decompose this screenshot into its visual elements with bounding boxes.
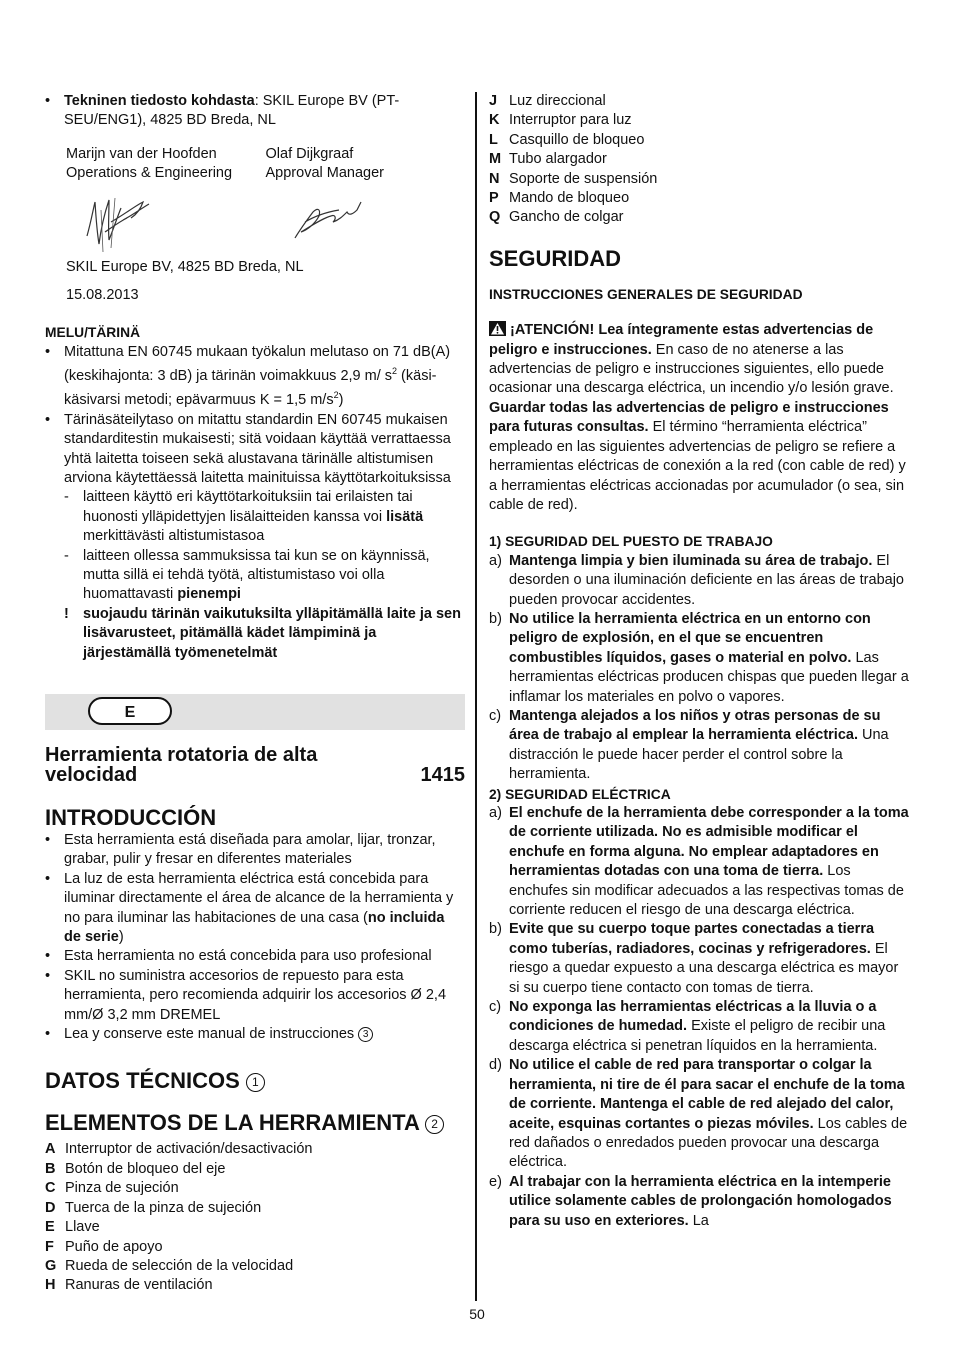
safety-item-marker: b): [489, 921, 502, 938]
workplace-safety-list: [489, 552, 911, 785]
element-label: Interruptor para luz: [509, 112, 632, 129]
melu-bullet-1-text-c: ): [338, 392, 344, 409]
column-divider: [475, 92, 477, 1301]
element-label: Botón de bloqueo del eje: [65, 1160, 226, 1177]
element-letter: H: [45, 1277, 56, 1294]
safety-item: [489, 707, 911, 785]
safety-item-bold: No utilice la herramienta eléctrica en un entorno con peligro de explosión, en el que se encuentren combustibles líquidos, gases o material en polvo.: [509, 610, 871, 666]
element-list-item: [489, 111, 911, 130]
element-list-item: [489, 92, 911, 111]
safety-item: [489, 1173, 911, 1231]
intro-bullet-5-text: Lea y conserve este manual de instrucciones: [64, 1026, 355, 1043]
signatory-1-name: Marijn van der Hoofden: [66, 145, 217, 162]
intro-heading: INTRODUCCIÓN: [45, 805, 217, 830]
element-list-item: [45, 1199, 465, 1218]
safety-item: [489, 1056, 911, 1172]
element-label: Interruptor de activación/desactivación: [65, 1141, 313, 1158]
elements-list-left: [45, 1140, 465, 1295]
element-list-item: [489, 170, 911, 189]
signature-2-image: [291, 198, 367, 244]
elements-heading-text: ELEMENTOS DE LA HERRAMIENTA: [45, 1110, 420, 1136]
warning-bold-2: Guardar todas las advertencias de peligro e instrucciones para futuras consultas.: [489, 399, 889, 436]
element-list-item: [489, 208, 911, 227]
general-safety-heading: INSTRUCCIONES GENERALES DE SEGURIDAD: [489, 286, 803, 302]
electrical-safety-list: [489, 804, 911, 1231]
safety-item-marker: c): [489, 999, 502, 1016]
melu-bullet-1: [45, 343, 465, 411]
signature-1-image: [81, 192, 161, 254]
melu-sub-3: ! suojaudu tärinän vaikutuksilta ylläpitämällä laite ja sen lisävarusteet, pitämällä kädet lämpiminä ja järjestämällä työmenetelmät: [64, 605, 461, 661]
element-label: Ranuras de ventilación: [65, 1277, 213, 1294]
safety-item: [489, 804, 911, 920]
safety-item-bold: El enchufe de la herramienta debe corresponder a la toma de corriente utilizada. No es admisible modificar el enchufe en forma alguna. No emplear adaptadores en herramientas dotadas con una toma de tierra.: [509, 805, 909, 880]
warning-paragraph: [489, 321, 911, 515]
safety-item-marker: c): [489, 707, 502, 724]
intro-bullet-3: • Esta herramienta no está concebida para uso profesional: [45, 947, 465, 966]
element-list-item: [489, 131, 911, 150]
melu-sub-3-text: suojaudu tärinän vaikutuksilta ylläpitämällä laite ja sen lisävarusteet, pitämällä kädet lämpiminä ja järjestämällä työmenetelmät: [83, 605, 461, 661]
element-letter: B: [45, 1160, 56, 1177]
safety-item-bold: Evite que su cuerpo toque partes conectadas a tierra como tuberías, radiadores, cocinas y refrigeradores.: [509, 921, 875, 957]
declaration-date: 15.08.2013: [66, 287, 139, 304]
element-list-item: [45, 1257, 465, 1276]
element-letter: J: [489, 93, 498, 109]
safety-item-marker: a): [489, 552, 502, 569]
safety-item-bold: Al trabajar con la herramienta eléctrica en la intemperie utilice solamente cables de prolongación homologados para su uso en exteriores.: [509, 1173, 892, 1229]
element-label: Mando de bloqueo: [509, 190, 630, 207]
melu-sub-1: - laitteen käyttö eri käyttötarkoituksiin tai erilaisten tai huonosti ylläpidettyjen lisälaitteiden kanssa voi lisätä merkittävästi altistumistasoa: [64, 489, 424, 545]
safety-item-text: Existe el peligro de recibir una descarga eléctrica si penetran líquidos en la herramienta.: [509, 1018, 886, 1054]
language-bar: [45, 694, 465, 730]
safety-item-text: Las herramientas eléctricas producen chispas que pueden llegar a inflamar los materiales en polvo o vapores.: [509, 649, 909, 705]
element-letter: L: [489, 131, 498, 148]
datos-heading-text: DATOS TÉCNICOS: [45, 1068, 240, 1094]
company-address: SKIL Europe BV, 4825 BD Breda, NL: [66, 258, 304, 275]
warning-icon: [489, 321, 506, 336]
safety-item-bold: No utilice el cable de red para transportar o colgar la herramienta, ni tire de él para sacar el enchufe de la toma de corriente. Mantenga el cable de red alejado del calor, aceite, esquinas cortantes o piezas móviles.: [509, 1057, 905, 1132]
signatories: [66, 145, 465, 184]
element-letter: N: [489, 170, 500, 187]
right-column: [489, 92, 911, 1231]
warning-bold-1: ¡ATENCIÓN! Lea íntegramente estas advertencias de peligro e instrucciones.: [489, 322, 874, 358]
element-letter: C: [45, 1180, 56, 1197]
safety-item: [489, 998, 911, 1056]
element-list-item: [45, 1218, 465, 1237]
safety-item-text: El riesgo a quedar expuesto a una descarga eléctrica es mayor si su cuerpo tiene contacto con tomas de tierra.: [509, 940, 899, 996]
tech-file-label: Tekninen tiedosto kohdasta: [64, 93, 255, 109]
melu-sub-1-bold: lisätä: [386, 508, 424, 525]
element-list-item: [489, 150, 911, 169]
element-label: Llave: [65, 1219, 100, 1236]
melu-bullet-1-text-b: (käsi-käsivarsi metodi; epävarmuus K = 1,5 m/s: [64, 368, 437, 409]
element-label: Tubo alargador: [509, 151, 607, 168]
melu-sub-2: - laitteen ollessa sammuksissa tai kun se on käynnissä, mutta sillä ei tehdä työtä, altistumistaso voi olla huomattavasti pienempi: [64, 547, 430, 603]
melu-superscript-2: 2: [333, 390, 339, 401]
element-letter: A: [45, 1141, 56, 1158]
signatory-2-name: Olaf Dijkgraaf: [265, 145, 354, 162]
electrical-safety-heading: 2) SEGURIDAD ELÉCTRICA: [489, 786, 671, 802]
elements-list-right: [489, 92, 911, 228]
warning-text-1: En caso de no atenerse a las advertencias de peligro e instrucciones siguientes, ello puede ocasionar una descarga eléctrica, un incendio y/o lesión grave.: [489, 341, 894, 397]
element-letter: M: [489, 151, 502, 168]
safety-item-marker: d): [489, 1057, 502, 1074]
tech-file-bullet: [45, 92, 465, 131]
safety-item: [489, 552, 911, 610]
tool-title-text: Herramienta rotatoria de alta velocidad: [45, 744, 318, 786]
melu-sub-1-text-a: laitteen käyttö eri käyttötarkoituksiin tai erilaisten tai huonosti ylläpidettyjen lisälaitteiden kanssa voi: [83, 489, 413, 525]
element-list-item: [45, 1276, 465, 1295]
element-list-item: [45, 1238, 465, 1257]
datos-heading: [45, 1068, 465, 1094]
tech-file-text: : SKIL Europe BV (PT-SEU/ENG1), 4825 BD Breda, NL: [64, 93, 400, 129]
intro-bullet-1: • Esta herramienta está diseñada para amolar, lijar, tronzar, grabar, pulir y fresar en diferentes materiales: [45, 831, 465, 870]
melu-heading: MELU/TÄRINÄ: [45, 325, 141, 341]
safety-item-marker: e): [489, 1173, 502, 1190]
tool-number: 1415: [420, 764, 465, 786]
intro-bullet-2-text-c: ): [118, 929, 124, 946]
signatures: [45, 192, 465, 258]
melu-sub-2-text-a: laitteen ollessa sammuksissa tai kun se on käynnissä, mutta sillä ei tehdä työtä, altistumistaso voi olla huomattavasti: [83, 547, 430, 603]
element-list-item: [489, 189, 911, 208]
element-letter: F: [45, 1238, 54, 1255]
intro-bullet-2-text-a: La luz de esta herramienta eléctrica está concebida para iluminar directamente el área de alcance de la herramienta y no para iluminar las habitaciones de una casa (: [64, 870, 454, 926]
elements-heading: [45, 1110, 465, 1136]
safety-item-text: Los cables de red dañados o enredados pueden provocar una descarga eléctrica.: [509, 1115, 908, 1171]
element-list-item: [45, 1179, 465, 1198]
melu-bullet-1-text-a: Mitattuna EN 60745 mukaan työkalun melutaso on 71 dB(A) (keskihajonta: 3 dB) ja tärinän voimakkuus 2,9 m/ s: [64, 343, 451, 385]
safety-item-marker: b): [489, 610, 502, 627]
language-code: E: [88, 697, 172, 725]
safety-item-text: El desorden o una iluminación deficiente en las áreas de trabajo pueden provocar accidentes.: [509, 552, 904, 608]
element-list-item: [45, 1160, 465, 1179]
safety-item: [489, 920, 911, 998]
element-label: Soporte de suspensión: [509, 170, 658, 187]
element-label: Pinza de sujeción: [65, 1180, 179, 1197]
signatory-1: [66, 145, 266, 184]
workplace-safety-heading: 1) SEGURIDAD DEL PUESTO DE TRABAJO: [489, 534, 773, 550]
signatory-2-title: Approval Manager: [265, 165, 384, 182]
element-label: Rueda de selección de la velocidad: [65, 1257, 294, 1274]
element-letter: Q: [489, 209, 501, 226]
left-column: [45, 92, 465, 1296]
intro-bullet-2-bold: no incluida de serie: [64, 909, 445, 946]
element-letter: K: [489, 112, 500, 129]
element-label: Tuerca de la pinza de sujeción: [65, 1199, 262, 1216]
element-label: Casquillo de bloqueo: [509, 131, 645, 148]
melu-sub-1-text-c: merkittävästi altistumistasoa: [83, 528, 265, 545]
safety-item-bold: Mantenga alejados a los niños y otras personas de su área de trabajo al emplear la herramienta eléctrica.: [509, 707, 881, 744]
figure-ref-3-icon: 3: [358, 1027, 373, 1042]
figure-ref-2-icon: 2: [425, 1115, 444, 1134]
safety-item-marker: a): [489, 805, 502, 821]
element-letter: P: [489, 190, 499, 207]
tool-title: [45, 745, 465, 785]
safety-item-text: Los enchufes sin modificar adecuados a las respectivas tomas de corriente reducen el riesgo de una descarga eléctrica.: [509, 863, 904, 919]
page-number: 50: [469, 1306, 485, 1322]
melu-sub-2-bold: pienempi: [177, 586, 241, 603]
element-list-item: [45, 1140, 465, 1159]
intro-bullet-4: • SKIL no suministra accesorios de repuesto para esta herramienta, pero recomienda adquirir los accesorios Ø 2,4 mm/Ø 3,2 mm DREMEL: [45, 967, 465, 1025]
melu-bullet-2: • Tärinäsäteilytaso on mitattu standardin EN 60745 mukaisen standarditestin mukaisesti; sitä voidaan käyttää verrattaessa yhtä laitetta toiseen sekä alustavana tärinälle altistumisen arviona käytettäessä laitetta mainituissa käyttötarkoituksissa: [45, 411, 465, 489]
element-letter: E: [45, 1219, 55, 1236]
intro-bullet-2: [45, 870, 465, 948]
warning-text-2: El término “herramienta eléctrica” empleado en las siguientes advertencias de peligro se refiere a herramientas eléctricas de conexión a la red (con cable de red) y a herramientas eléctricas accionadas por acumulador (o sea, sin cable de red).: [489, 419, 906, 513]
seguridad-heading: SEGURIDAD: [489, 245, 622, 271]
element-letter: D: [45, 1199, 56, 1216]
melu-superscript-1: 2: [392, 366, 398, 377]
element-label: Puño de apoyo: [65, 1238, 163, 1255]
safety-item-bold: Mantenga limpia y bien iluminada su área de trabajo.: [509, 552, 873, 569]
element-label: Gancho de colgar: [509, 209, 624, 226]
element-letter: G: [45, 1257, 57, 1274]
safety-item-text: La: [688, 1212, 709, 1229]
signatory-1-title: Operations & Engineering: [66, 165, 233, 182]
safety-item-text: Una distracción le puede hacer perder el control sobre la herramienta.: [509, 727, 889, 783]
safety-item-bold: No exponga las herramientas eléctricas a la lluvia o a condiciones de humedad.: [509, 999, 877, 1035]
intro-bullet-5: [45, 1025, 465, 1044]
figure-ref-1-icon: 1: [246, 1073, 265, 1092]
element-label: Luz direccional: [509, 93, 606, 109]
signatory-2: [266, 145, 466, 184]
safety-item: [489, 610, 911, 707]
